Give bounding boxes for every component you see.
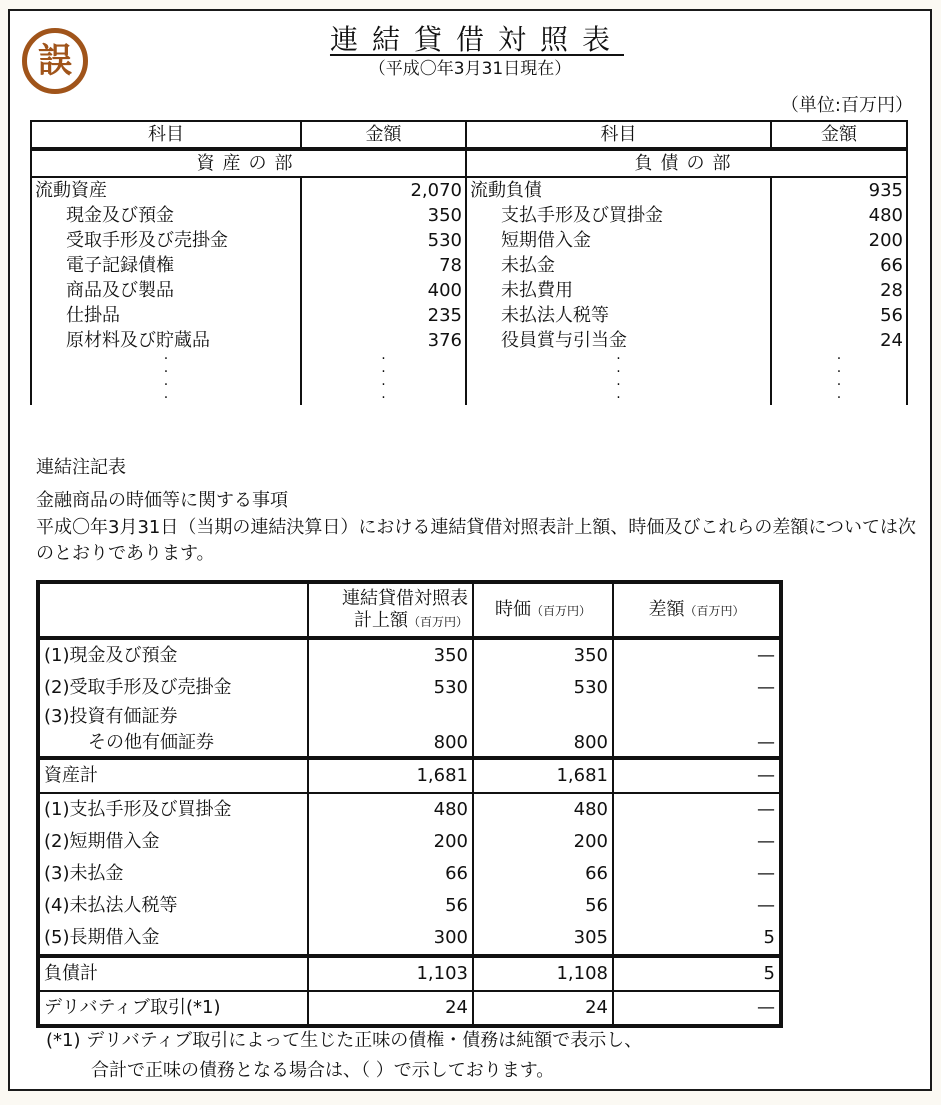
row-label: デリバティブ取引(*1) (38, 991, 308, 1026)
balance-sheet-row (31, 177, 907, 203)
asset-label: 原材料及び貯蔵品 (31, 328, 301, 353)
asset-amount: 2,070 (301, 177, 466, 203)
row-label: (2)短期借入金 (38, 826, 308, 858)
difference (613, 704, 781, 730)
liability-amount: 200 (771, 228, 907, 253)
asset-amount: 400 (301, 278, 466, 303)
notes-body: 平成〇年3月31日（当期の連結決算日）における連結貸借対照表計上額、時価及びこれらの差額については次のとおりであります。 (36, 517, 916, 564)
book-value: 1,103 (308, 956, 473, 991)
asset-amount: 235 (301, 303, 466, 328)
fair-value: 1,681 (473, 758, 613, 793)
balance-sheet-row (31, 278, 907, 303)
ellipsis-dot: · (31, 366, 301, 379)
asset-amount: 350 (301, 203, 466, 228)
fair-value-row (38, 890, 781, 922)
fair-value: 305 (473, 922, 613, 956)
ellipsis-dot: · (301, 392, 466, 405)
fair-value-row (38, 956, 781, 991)
ellipsis-row (31, 366, 907, 379)
ellipsis-dot: · (301, 353, 466, 366)
header-fair-unit: （百万円） (530, 603, 591, 618)
fair-value: 480 (473, 793, 613, 826)
footnote-marker: (*1) (46, 1030, 81, 1051)
difference: — (613, 991, 781, 1026)
row-label: 負債計 (38, 956, 308, 991)
book-value: 480 (308, 793, 473, 826)
fair-value: 66 (473, 858, 613, 890)
asset-label: 商品及び製品 (31, 278, 301, 303)
liability-amount: 24 (771, 328, 907, 353)
fair-value-row (38, 672, 781, 704)
fair-value-row (38, 638, 781, 672)
header-blank (38, 582, 308, 638)
header-fair-label: 時価 (494, 598, 531, 620)
book-value: 200 (308, 826, 473, 858)
row-label: 資産計 (38, 758, 308, 793)
fair-value-row (38, 793, 781, 826)
error-stamp-icon: 誤 (22, 28, 88, 94)
fair-value-row (38, 922, 781, 956)
fair-value: 530 (473, 672, 613, 704)
notes-subtitle: 金融商品の時価等に関する事項 (36, 490, 288, 511)
header-difference (613, 582, 781, 638)
balance-sheet-table (30, 120, 908, 405)
fair-value-row (38, 826, 781, 858)
liability-label: 未払法人税等 (466, 303, 771, 328)
document-title: 連結貸借対照表 (329, 23, 624, 56)
footnote-line2: 合計で正味の債務となる場合は、（ ）で示しております。 (91, 1060, 555, 1081)
asset-label: 受取手形及び売掛金 (31, 228, 301, 253)
difference: 5 (613, 922, 781, 956)
fair-value-table (36, 580, 783, 1028)
unit-label: （単位:百万円） (780, 95, 913, 116)
difference: — (613, 858, 781, 890)
footnote-line1: デリバティブ取引によって生じた正味の債権・債務は純額で表示し、 (86, 1030, 643, 1051)
difference: — (613, 826, 781, 858)
ellipsis-row (31, 392, 907, 405)
header-book-line2: 計上額 (353, 609, 408, 631)
asset-label: 現金及び預金 (31, 203, 301, 228)
ellipsis-dot: · (31, 379, 301, 392)
balance-sheet-row (31, 203, 907, 228)
ellipsis-dot: · (771, 379, 907, 392)
header-book-unit: （百万円） (407, 614, 468, 629)
liability-amount: 935 (771, 177, 907, 203)
book-value (308, 704, 473, 730)
liability-label: 役員賞与引当金 (466, 328, 771, 353)
ellipsis-dot: · (466, 392, 771, 405)
difference: — (613, 793, 781, 826)
column-header-amount-assets: 金額 (301, 121, 466, 149)
section-row (31, 149, 907, 177)
row-label: (3)未払金 (38, 858, 308, 890)
row-label: (5)長期借入金 (38, 922, 308, 956)
column-header-subject-liabilities: 科目 (466, 121, 771, 149)
asset-label: 仕掛品 (31, 303, 301, 328)
header-book-line1: 連結貸借対照表 (342, 587, 468, 609)
footnote (46, 1026, 642, 1086)
row-label: (1)支払手形及び買掛金 (38, 793, 308, 826)
difference: — (613, 638, 781, 672)
fair-value-row (38, 730, 781, 758)
header-diff-unit: （百万円） (684, 603, 745, 618)
fair-value-row (38, 758, 781, 793)
row-label: (4)未払法人税等 (38, 890, 308, 922)
row-label: その他有価証券 (38, 730, 308, 758)
fair-value: 1,108 (473, 956, 613, 991)
fair-value: 24 (473, 991, 613, 1026)
fair-value-header-row (38, 582, 781, 638)
balance-sheet-row (31, 253, 907, 278)
asset-label: 流動資産 (31, 177, 301, 203)
fair-value-row (38, 991, 781, 1026)
fair-value-row (38, 704, 781, 730)
row-label: (2)受取手形及び売掛金 (38, 672, 308, 704)
header-diff-label: 差額 (648, 598, 685, 620)
liability-amount: 28 (771, 278, 907, 303)
ellipsis-dot: · (466, 366, 771, 379)
header-fair-value (473, 582, 613, 638)
asset-amount: 376 (301, 328, 466, 353)
ellipsis-dot: · (31, 392, 301, 405)
liability-label: 未払費用 (466, 278, 771, 303)
assets-section-heading: 資産の部 (31, 149, 466, 177)
ellipsis-dot: · (301, 366, 466, 379)
book-value: 56 (308, 890, 473, 922)
ellipsis-row (31, 353, 907, 366)
fair-value: 800 (473, 730, 613, 758)
book-value: 350 (308, 638, 473, 672)
ellipsis-dot: · (466, 379, 771, 392)
balance-sheet-row (31, 228, 907, 253)
balance-sheet-row (31, 303, 907, 328)
header-book-value (308, 582, 473, 638)
balance-sheet-header-row (31, 121, 907, 149)
book-value: 800 (308, 730, 473, 758)
book-value: 66 (308, 858, 473, 890)
notes-title: 連結注記表 (36, 457, 126, 478)
difference: — (613, 672, 781, 704)
asset-amount: 530 (301, 228, 466, 253)
liability-label: 支払手形及び買掛金 (466, 203, 771, 228)
liability-amount: 66 (771, 253, 907, 278)
ellipsis-dot: · (466, 353, 771, 366)
ellipsis-dot: · (771, 392, 907, 405)
ellipsis-dot: · (771, 366, 907, 379)
liability-amount: 480 (771, 203, 907, 228)
book-value: 24 (308, 991, 473, 1026)
ellipsis-dot: · (771, 353, 907, 366)
balance-sheet-row (31, 328, 907, 353)
difference: — (613, 730, 781, 758)
book-value: 1,681 (308, 758, 473, 793)
ellipsis-dot: · (31, 353, 301, 366)
fair-value: 350 (473, 638, 613, 672)
asset-label: 電子記録債権 (31, 253, 301, 278)
ellipsis-dot: · (301, 379, 466, 392)
document-date: （平成〇年3月31日現在） (368, 59, 572, 79)
difference: 5 (613, 956, 781, 991)
liability-amount: 56 (771, 303, 907, 328)
column-header-subject-assets: 科目 (31, 121, 301, 149)
fair-value (473, 704, 613, 730)
fair-value: 200 (473, 826, 613, 858)
book-value: 530 (308, 672, 473, 704)
difference: — (613, 890, 781, 922)
row-label: (3)投資有価証券 (38, 704, 308, 730)
difference: — (613, 758, 781, 793)
row-label: (1)現金及び預金 (38, 638, 308, 672)
liability-label: 未払金 (466, 253, 771, 278)
column-header-amount-liabilities: 金額 (771, 121, 907, 149)
fair-value-row (38, 858, 781, 890)
liability-label: 短期借入金 (466, 228, 771, 253)
liability-label: 流動負債 (466, 177, 771, 203)
fair-value: 56 (473, 890, 613, 922)
liabilities-section-heading: 負債の部 (466, 149, 907, 177)
asset-amount: 78 (301, 253, 466, 278)
book-value: 300 (308, 922, 473, 956)
ellipsis-row (31, 379, 907, 392)
